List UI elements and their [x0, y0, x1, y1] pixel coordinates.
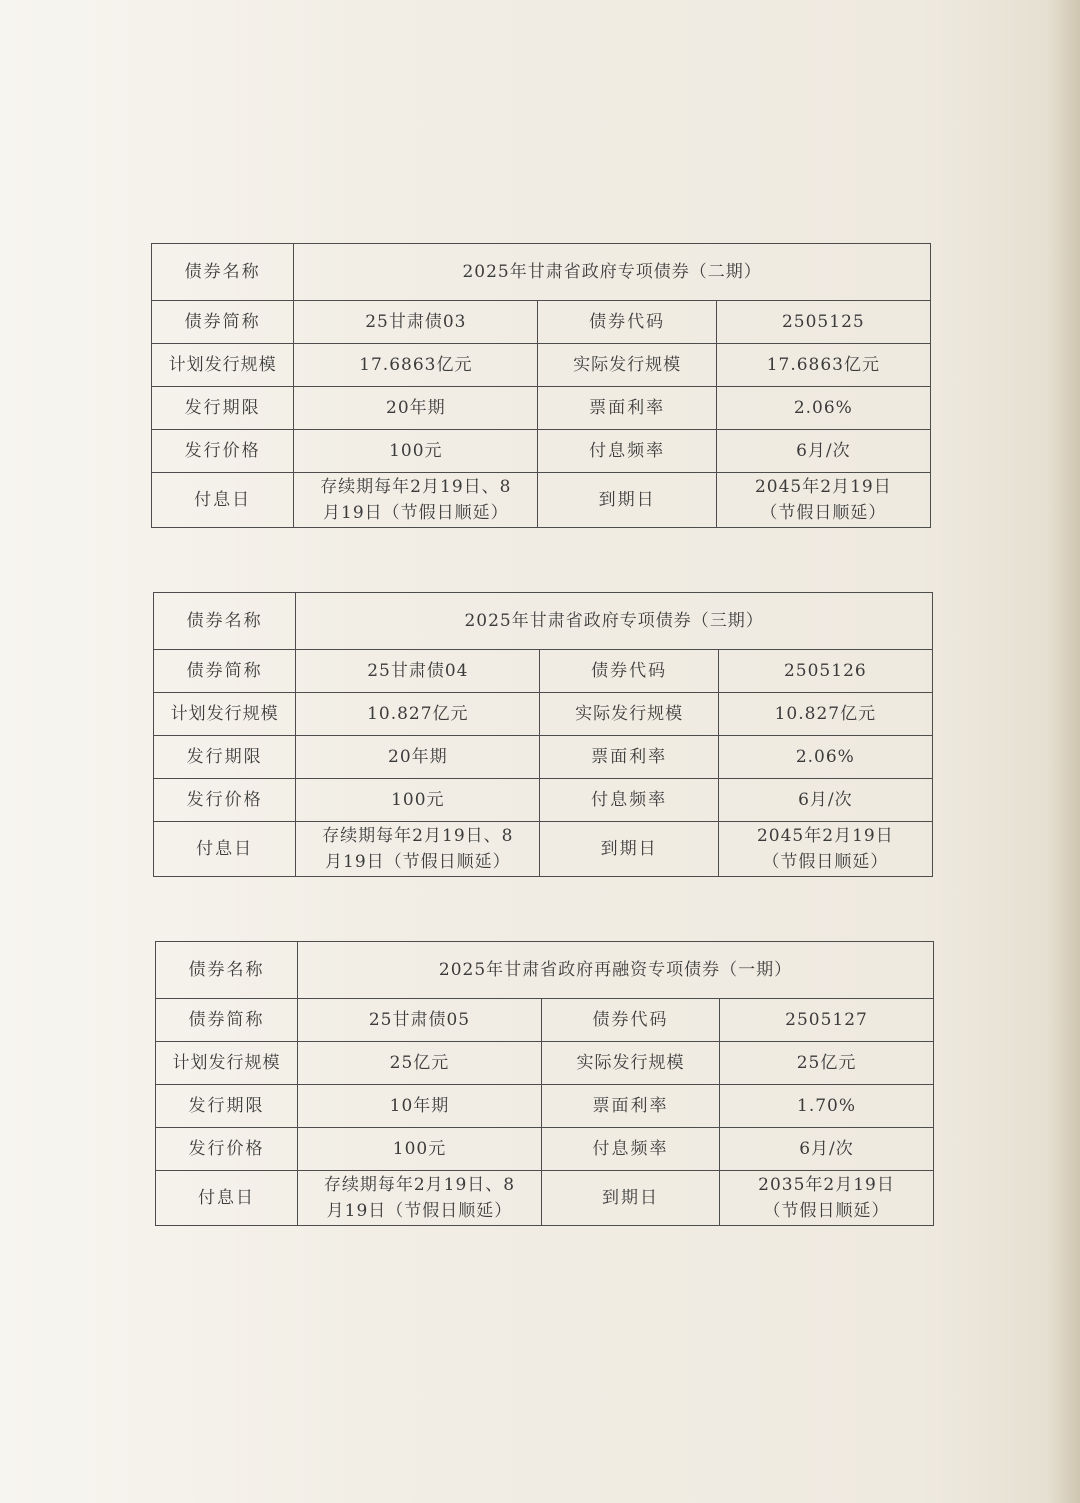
label-payment-frequency: 付息频率	[538, 430, 716, 473]
maturity-date-line-2: （节假日顺延）	[760, 503, 887, 523]
bond-table-3	[155, 941, 934, 1226]
value-short-name: 25甘肃债03	[294, 301, 538, 344]
label-price: 发行价格	[156, 1128, 298, 1171]
value-code: 2505127	[720, 999, 934, 1042]
row-price-frequency	[152, 430, 931, 473]
row-payment-maturity	[156, 1171, 934, 1226]
value-maturity-date	[720, 1171, 934, 1226]
row-term-rate	[154, 736, 933, 779]
label-planned-size: 计划发行规模	[152, 344, 294, 387]
maturity-date-line-1: 2045年2月19日	[756, 826, 894, 846]
value-maturity-date	[716, 473, 930, 528]
label-price: 发行价格	[154, 779, 296, 822]
bond-table-1	[151, 243, 931, 528]
value-payment-date	[294, 473, 538, 528]
row-issue-size	[152, 344, 931, 387]
payment-date-line-2: 月19日（节假日顺延）	[323, 503, 509, 523]
label-code: 债券代码	[538, 301, 716, 344]
value-payment-date	[298, 1171, 542, 1226]
payment-date-line-1: 存续期每年2月19日、8	[323, 1175, 516, 1195]
maturity-date-line-1: 2045年2月19日	[754, 477, 892, 497]
value-short-name: 25甘肃债04	[296, 650, 540, 693]
label-short-name: 债券简称	[154, 650, 296, 693]
value-bond-name: 2025年甘肃省政府专项债券（三期）	[296, 593, 933, 650]
label-coupon-rate: 票面利率	[542, 1085, 720, 1128]
payment-date-line-2: 月19日（节假日顺延）	[325, 852, 511, 872]
payment-date-line-1: 存续期每年2月19日、8	[320, 477, 512, 497]
value-planned-size: 10.827亿元	[296, 693, 540, 736]
value-coupon-rate: 2.06%	[718, 736, 932, 779]
value-actual-size: 10.827亿元	[718, 693, 932, 736]
label-coupon-rate: 票面利率	[538, 387, 716, 430]
row-price-frequency	[156, 1128, 934, 1171]
row-short-name-code	[154, 650, 933, 693]
row-payment-maturity	[152, 473, 931, 528]
label-code: 债券代码	[542, 999, 720, 1042]
label-bond-name: 债券名称	[152, 244, 294, 301]
label-actual-size: 实际发行规模	[540, 693, 718, 736]
row-issue-size	[154, 693, 933, 736]
row-bond-name	[152, 244, 931, 301]
value-actual-size: 17.6863亿元	[716, 344, 930, 387]
value-payment-frequency: 6月/次	[720, 1128, 934, 1171]
label-short-name: 债券简称	[156, 999, 298, 1042]
value-planned-size: 17.6863亿元	[294, 344, 538, 387]
value-term: 20年期	[294, 387, 538, 430]
label-payment-frequency: 付息频率	[540, 779, 718, 822]
payment-date-line-1: 存续期每年2月19日、8	[322, 826, 514, 846]
label-bond-name: 债券名称	[154, 593, 296, 650]
value-payment-date	[296, 822, 540, 877]
value-coupon-rate: 2.06%	[716, 387, 930, 430]
row-short-name-code	[152, 301, 931, 344]
label-payment-frequency: 付息频率	[542, 1128, 720, 1171]
label-maturity-date: 到期日	[538, 473, 716, 528]
label-actual-size: 实际发行规模	[538, 344, 716, 387]
value-actual-size: 25亿元	[720, 1042, 934, 1085]
value-coupon-rate: 1.70%	[720, 1085, 934, 1128]
label-term: 发行期限	[156, 1085, 298, 1128]
value-maturity-date	[718, 822, 932, 877]
label-actual-size: 实际发行规模	[542, 1042, 720, 1085]
label-maturity-date: 到期日	[540, 822, 718, 877]
label-bond-name: 债券名称	[156, 942, 298, 999]
maturity-date-line-2: （节假日顺延）	[762, 852, 889, 872]
value-code: 2505126	[718, 650, 932, 693]
label-price: 发行价格	[152, 430, 294, 473]
value-price: 100元	[298, 1128, 542, 1171]
row-issue-size	[156, 1042, 934, 1085]
value-planned-size: 25亿元	[298, 1042, 542, 1085]
row-bond-name	[156, 942, 934, 999]
label-term: 发行期限	[154, 736, 296, 779]
value-term: 20年期	[296, 736, 540, 779]
label-payment-date: 付息日	[156, 1171, 298, 1226]
value-bond-name: 2025年甘肃省政府再融资专项债券（一期）	[298, 942, 934, 999]
value-price: 100元	[296, 779, 540, 822]
row-term-rate	[152, 387, 931, 430]
value-short-name: 25甘肃债05	[298, 999, 542, 1042]
label-code: 债券代码	[540, 650, 718, 693]
label-payment-date: 付息日	[152, 473, 294, 528]
maturity-date-line-2: （节假日顺延）	[763, 1201, 890, 1221]
value-payment-frequency: 6月/次	[716, 430, 930, 473]
value-term: 10年期	[298, 1085, 542, 1128]
row-price-frequency	[154, 779, 933, 822]
label-planned-size: 计划发行规模	[156, 1042, 298, 1085]
label-maturity-date: 到期日	[542, 1171, 720, 1226]
label-payment-date: 付息日	[154, 822, 296, 877]
maturity-date-line-1: 2035年2月19日	[758, 1175, 895, 1195]
row-term-rate	[156, 1085, 934, 1128]
value-payment-frequency: 6月/次	[718, 779, 932, 822]
label-coupon-rate: 票面利率	[540, 736, 718, 779]
bond-table-2	[153, 592, 933, 877]
value-bond-name: 2025年甘肃省政府专项债券（二期）	[294, 244, 931, 301]
row-short-name-code	[156, 999, 934, 1042]
row-payment-maturity	[154, 822, 933, 877]
value-code: 2505125	[716, 301, 930, 344]
payment-date-line-2: 月19日（节假日顺延）	[326, 1201, 513, 1221]
row-bond-name	[154, 593, 933, 650]
label-term: 发行期限	[152, 387, 294, 430]
label-planned-size: 计划发行规模	[154, 693, 296, 736]
label-short-name: 债券简称	[152, 301, 294, 344]
value-price: 100元	[294, 430, 538, 473]
